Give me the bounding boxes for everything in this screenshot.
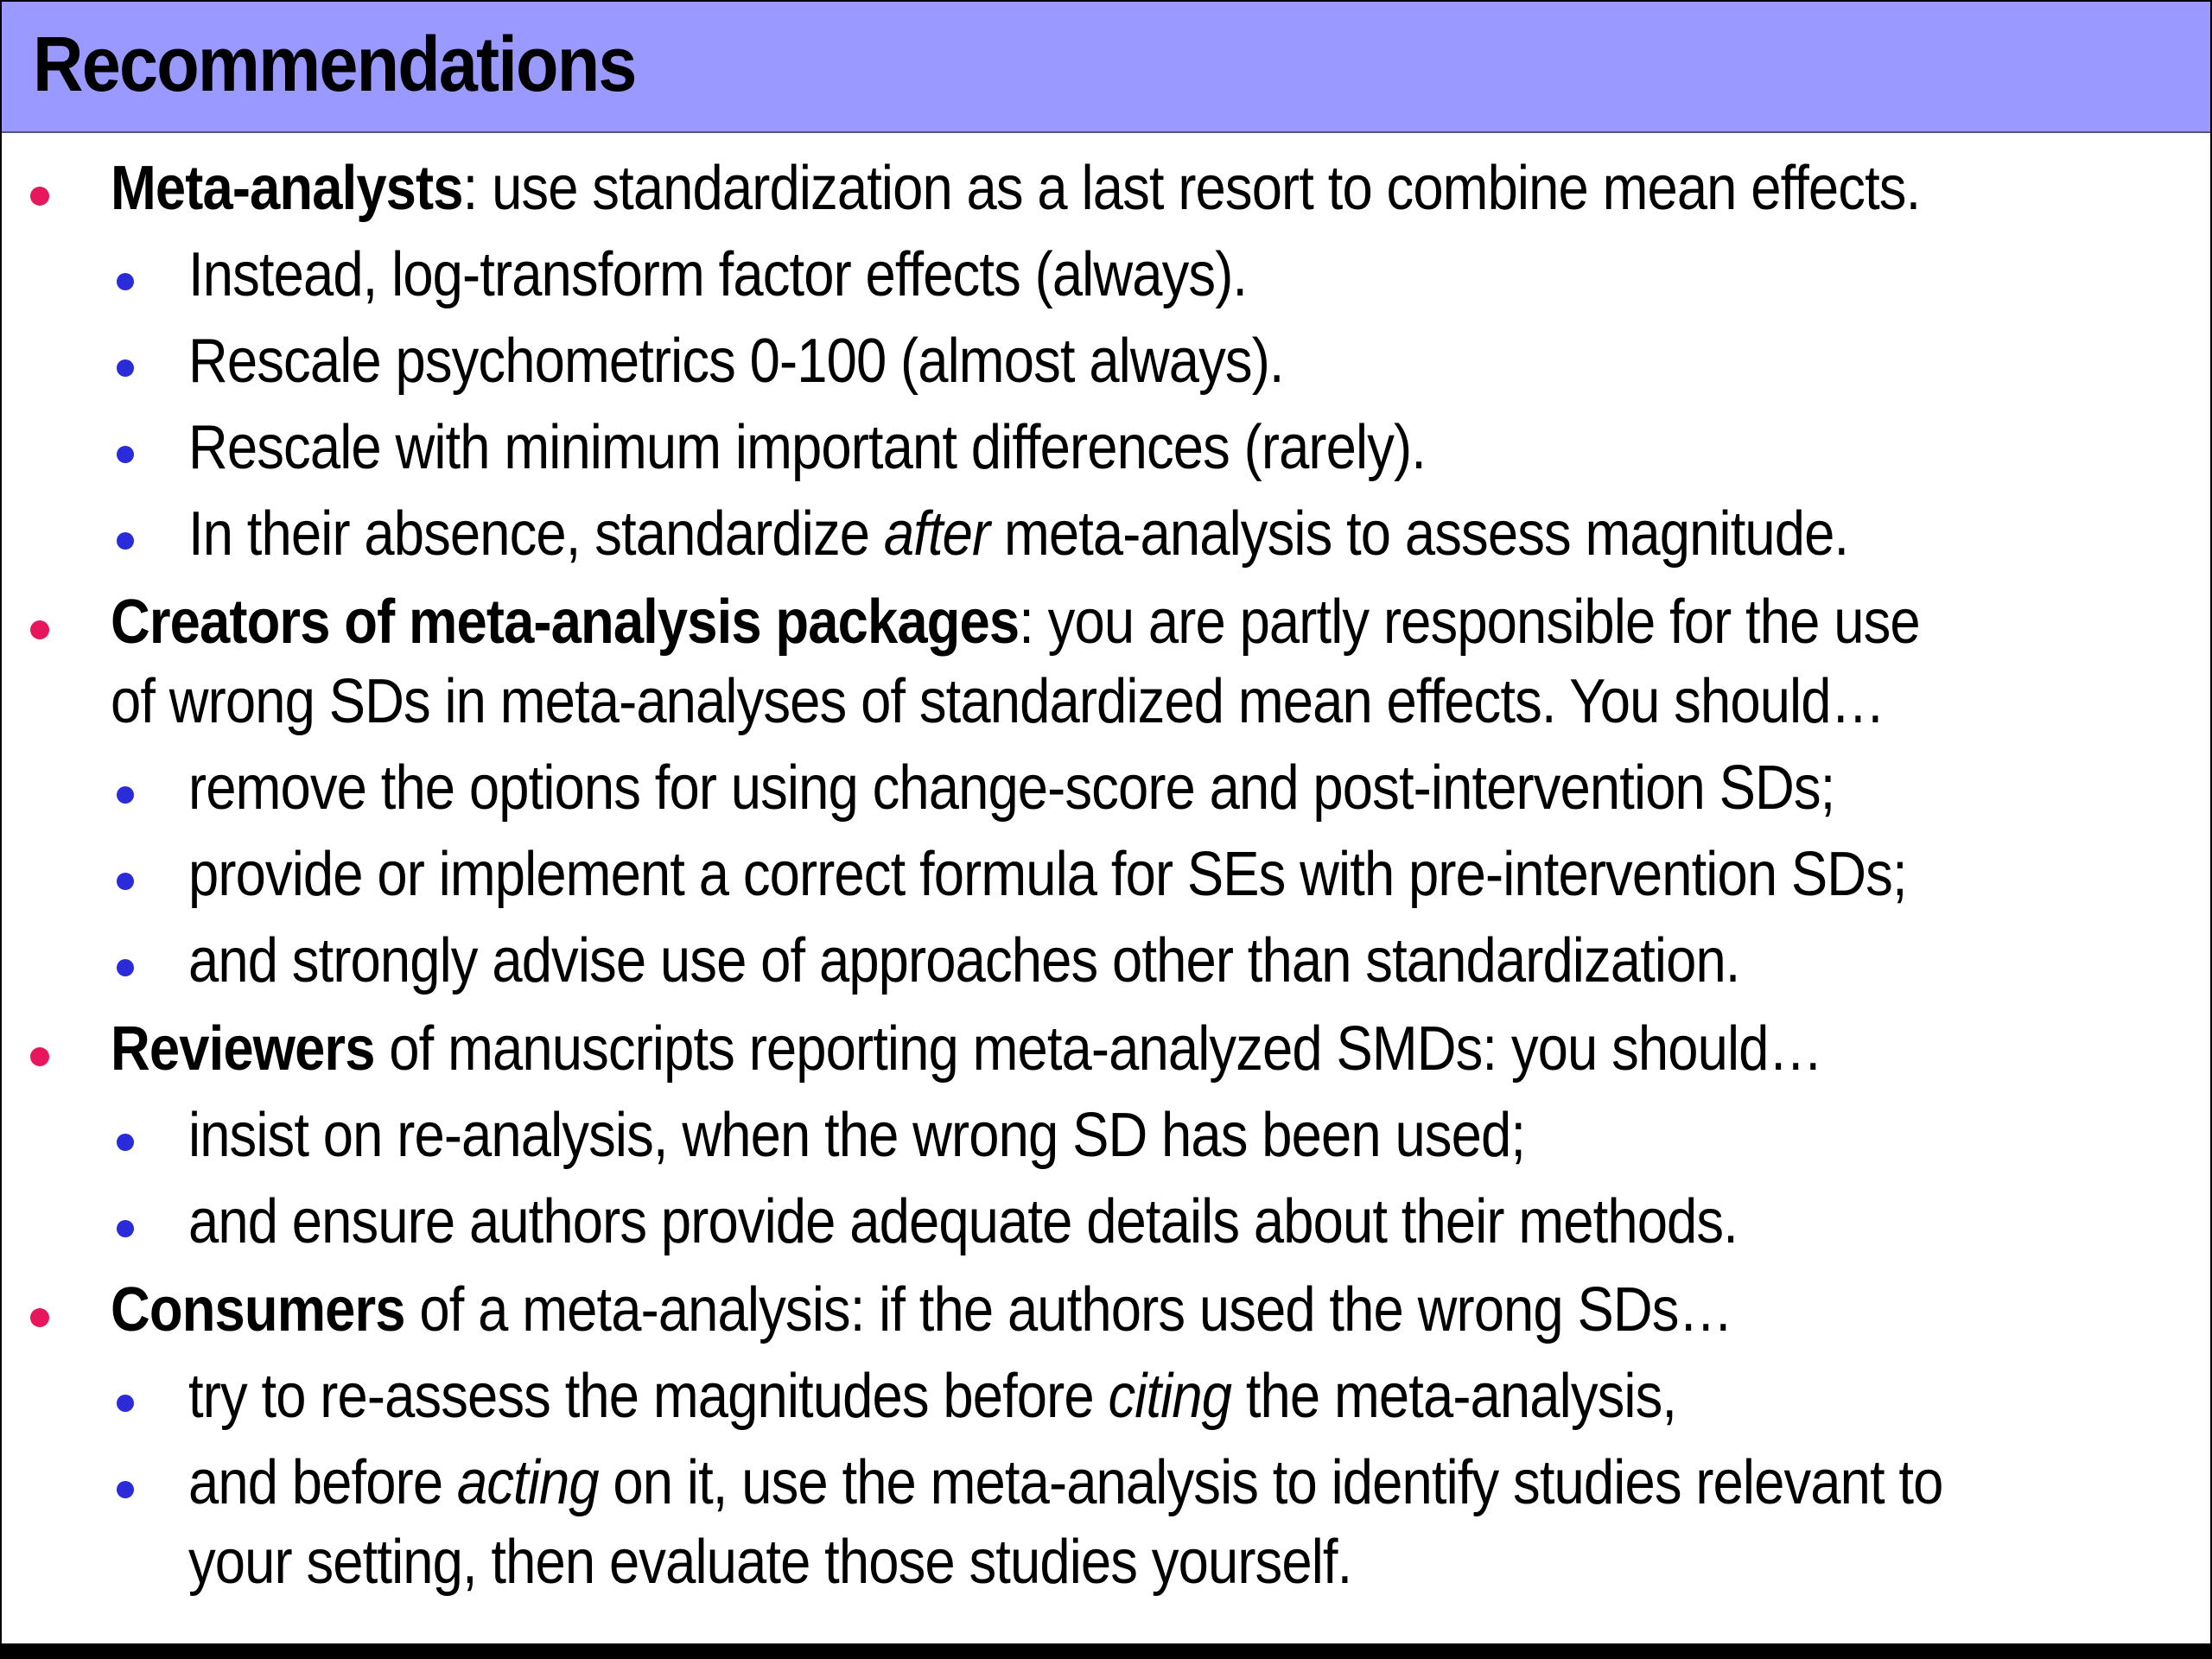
sub-bullet-text: In their absence, standardize bbox=[188, 499, 884, 569]
level2-bullet-icon bbox=[117, 959, 134, 976]
bullet-text: of manuscripts reporting meta-analyzed SMDs: you should… bbox=[374, 1014, 1822, 1084]
sub-bullet bbox=[188, 921, 2210, 1001]
level2-bullet-icon bbox=[117, 1220, 134, 1237]
emphasis-text: acting bbox=[456, 1448, 599, 1517]
level2-bullet-icon bbox=[117, 1395, 134, 1412]
emphasis-text: citing bbox=[1108, 1362, 1232, 1431]
level2-bullet-icon bbox=[117, 786, 134, 804]
sub-bullet-text: and strongly advise use of approaches other than standardization. bbox=[188, 926, 1740, 995]
sub-bullet-text: remove the options for using change-score and post-intervention SDs; bbox=[188, 753, 1835, 823]
sub-bullet-text-continued: your setting, then evaluate those studies yourself. bbox=[188, 1528, 1352, 1597]
sub-bullet bbox=[188, 494, 2210, 574]
sub-bullet bbox=[188, 1182, 2210, 1262]
level1-bullet-icon bbox=[30, 187, 49, 206]
level2-bullet-icon bbox=[117, 873, 134, 890]
sub-bullet-text: Rescale psychometrics 0-100 (almost always). bbox=[188, 327, 1284, 396]
bullet-lead: Consumers bbox=[111, 1275, 405, 1344]
level1-bullet-icon bbox=[30, 1047, 49, 1066]
level2-bullet-icon bbox=[117, 446, 134, 463]
bullet-consumers bbox=[111, 1270, 2210, 1350]
bullet-text-continued: of wrong SDs in meta-analyses of standardized mean effects. You should… bbox=[111, 667, 1885, 736]
emphasis-text: after bbox=[883, 499, 990, 569]
slide-title: Recommendations bbox=[33, 22, 636, 108]
level1-bullet-icon bbox=[30, 1308, 49, 1327]
bullet-lead: Meta-analysts bbox=[111, 154, 463, 223]
bullet-lead: Reviewers bbox=[111, 1014, 375, 1084]
sub-bullet bbox=[188, 1443, 2210, 1602]
title-bar bbox=[2, 2, 2210, 133]
bullet-lead: Creators of meta-analysis packages bbox=[111, 588, 1020, 657]
level2-bullet-icon bbox=[117, 532, 134, 550]
level2-bullet-icon bbox=[117, 359, 134, 377]
sub-bullet-text: the meta-analysis, bbox=[1231, 1362, 1677, 1431]
bullet-reviewers bbox=[111, 1009, 2210, 1089]
sub-bullet bbox=[188, 408, 2210, 487]
sub-bullet bbox=[188, 748, 2210, 828]
sub-bullet-text: insist on re-analysis, when the wrong SD has been used; bbox=[188, 1101, 1526, 1170]
bullet-text: of a meta-analysis: if the authors used the wrong SDs… bbox=[404, 1275, 1733, 1344]
sub-bullet-text: on it, use the meta-analysis to identify studies relevant to bbox=[598, 1448, 1943, 1517]
sub-bullet-text: try to re-assess the magnitudes before bbox=[188, 1362, 1109, 1431]
slide-content bbox=[2, 149, 2210, 1602]
sub-bullet bbox=[188, 1096, 2210, 1175]
sub-bullet-text: Instead, log-transform factor effects (always). bbox=[188, 240, 1248, 309]
sub-bullet-text: meta-analysis to assess magnitude. bbox=[989, 499, 1849, 569]
sub-bullet-text: Rescale with minimum important differences (rarely). bbox=[188, 413, 1426, 482]
level2-bullet-icon bbox=[117, 1134, 134, 1151]
bullet-text: : use standardization as a last resort to combine mean effects. bbox=[462, 154, 1921, 223]
bullet-meta-analysts bbox=[111, 149, 2210, 228]
bullet-creators bbox=[111, 582, 2210, 741]
sub-bullet bbox=[188, 235, 2210, 315]
bullet-text: : you are partly responsible for the use bbox=[1019, 588, 1920, 657]
sub-bullet-text: provide or implement a correct formula for SEs with pre-intervention SDs; bbox=[188, 840, 1907, 909]
level2-bullet-icon bbox=[117, 1481, 134, 1498]
sub-bullet bbox=[188, 1357, 2210, 1436]
sub-bullet bbox=[188, 835, 2210, 914]
sub-bullet-text: and ensure authors provide adequate details about their methods. bbox=[188, 1187, 1738, 1256]
level1-bullet-icon bbox=[30, 620, 49, 639]
sub-bullet bbox=[188, 321, 2210, 401]
sub-bullet-text: and before bbox=[188, 1448, 457, 1517]
level2-bullet-icon bbox=[117, 273, 134, 290]
